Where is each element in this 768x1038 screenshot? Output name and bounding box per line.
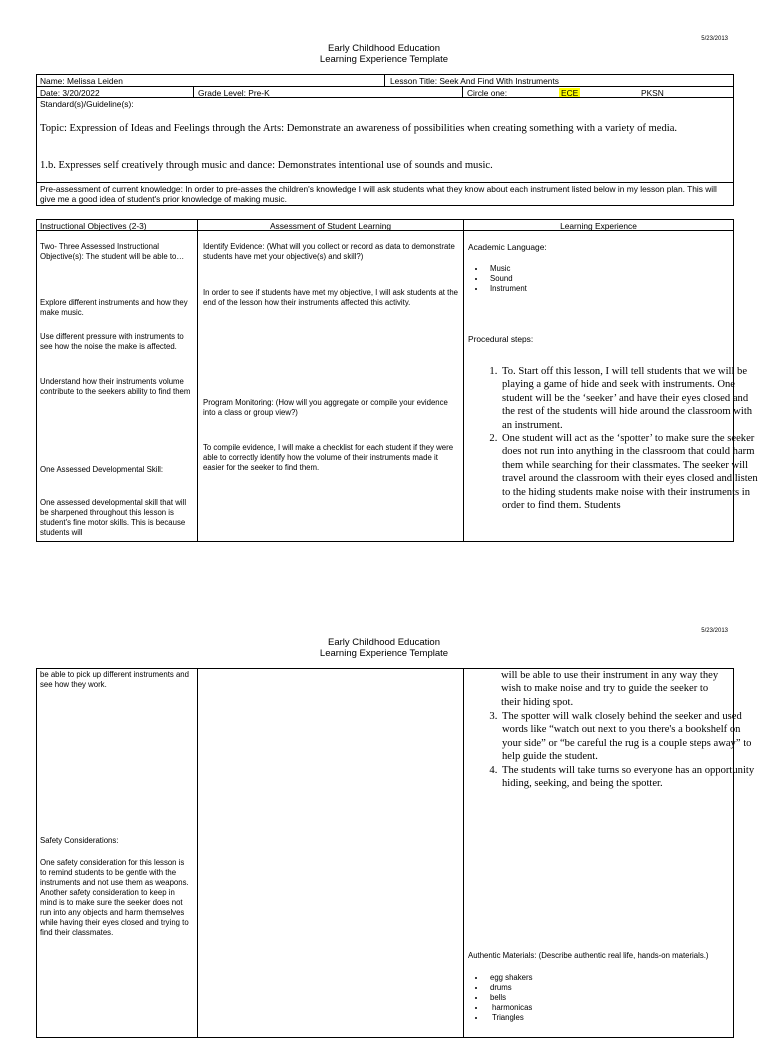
objective-2: Use different pressure with instruments to see how the noise the make is affected. [40,332,184,351]
standards-block [36,97,734,183]
page-gap [0,552,768,614]
name-field: Name: Melissa Leiden [40,76,123,86]
identify-evidence-text: In order to see if students have met my objective, I will ask students at the end of the lesson how their instruments affected this activity. [203,288,458,307]
page-2 [0,614,768,1024]
procedural-steps-label: Procedural steps: [468,334,534,344]
standard-1b: 1.b. Expresses self creatively through music and dance: Demonstrates intentional use of sounds and music. [40,160,493,171]
page-date: 5/23/2013 [701,36,728,42]
vocab-item: • Instrument [486,284,736,294]
circle-one-label: Circle one: [467,88,508,98]
assessment-header: Assessment of Student Learning [197,219,464,231]
procedural-step-1: 1. To. Start off this lesson, I will tell students that we will be playing a game of hide and seek with instruments. One student will be the ‘seeker’ and have their eyes closed and the rest of the students will hide around the classroom with an instrument. [500,365,762,432]
pksn-option: PKSN [641,88,664,98]
objectives-intro: Two- Three Assessed Instructional Objective(s): The student will be able to… [40,242,185,261]
lesson-title: Lesson Title: Seek And Find With Instruments [390,76,559,86]
program-monitoring-label: Program Monitoring: (How will you aggregate or compile your evidence into a class or group view?) [203,398,448,417]
developmental-skill-label: One Assessed Developmental Skill: [40,465,164,474]
safety-label: Safety Considerations: [40,836,119,845]
header-line-1: Early Childhood Education [328,43,440,54]
objectives-column [36,230,198,542]
vocab-item: • Music [486,264,736,274]
standards-topic: Topic: Expression of Ideas and Feelings through the Arts: Demonstrate an awareness of possibilities when creating something with a variety of media. [40,123,678,134]
standards-label: Standard(s)/Guideline(s): [40,99,134,109]
learning-column [463,668,755,1038]
preassessment-block [36,182,734,206]
procedural-step-4: 4. The students will take turns so everyone has an opportunity hiding, seeking, and being the spotter. [500,764,762,791]
program-monitoring-text: To compile evidence, I will make a checklist for each student if they were able to correctly identify how the volume of their instruments made it easier for the seeker to find them. [203,443,454,472]
material-item: • Triangles [486,1013,726,1023]
procedural-step-2: 2. One student will act as the ‘spotter’ to make sure the seeker does not run into anything in the classroom that could harm them while searching for their classmates. The seeker will travel around the classroom with their eyes closed and listen to the hiding students make noise with their instruments in order to find them. Students [500,432,762,512]
learning-column [463,230,758,542]
page-header [0,43,768,65]
material-item: • harmonicas [486,1003,726,1013]
material-item: • drums [486,983,726,993]
header-line-1: Early Childhood Education [328,637,440,648]
date-field: Date: 3/20/2022 [40,88,100,98]
assessment-column [197,230,464,542]
objectives-header: Instructional Objectives (2-3) [36,219,198,231]
procedural-step-3: 3. The spotter will walk closely behind the seeker and used words like “watch out next to you there's a bookshelf on your side” or “be careful the rug is a couple steps away” to help guide the student. [500,710,762,764]
identify-evidence-label: Identify Evidence: (What will you collect or record as data to demonstrate students have met your objective(s) and skill?) [203,242,455,261]
procedural-steps-list-cont [464,710,762,790]
header-line-2: Learning Experience Template [319,648,449,659]
vocab-item: • Sound [486,274,736,284]
page-date: 5/23/2013 [701,628,728,634]
procedural-step-2-cont: will be able to use their instrument in any way they wish to make noise and try to guide the seeker to their hiding spot. [501,670,719,708]
objective-1: Explore different instruments and how they make music. [40,298,188,317]
academic-vocab-list [464,264,736,294]
page-header [0,637,768,659]
objective-3: Understand how their instruments volume contribute to the seekers ability to find them [40,377,191,396]
developmental-skill-text-cont: be able to pick up different instruments and see how they work. [40,670,189,689]
grade-level: Grade Level: Pre-K [198,88,270,98]
learning-header: Learning Experience [463,219,734,231]
preassessment-text: Pre-assessment of current knowledge: In order to pre-asses the children's knowledge I will ask students what they know about each instrument listed below in my lesson plan. This will give me a good idea of student's prior knowledge of making music. [40,184,717,205]
objectives-column [36,668,198,1038]
developmental-skill-text: One assessed developmental skill that will be sharpened throughout this lesson is student's fine motor skills. This is because students will [40,498,187,537]
academic-language-label: Academic Language: [468,242,547,252]
procedural-steps-list [464,365,762,512]
ece-option: ECE [561,88,579,98]
authentic-materials-label: Authentic Materials: (Describe authentic real life, hands-on materials.) [468,951,709,960]
material-item: • egg shakers [486,973,726,983]
material-item: • bells [486,993,726,1003]
assessment-column [197,668,464,1038]
authentic-materials-list [464,973,726,1023]
safety-text: One safety consideration for this lesson is to remind students to be gentle with the instruments and not use them as weapons. Another safety consideration to keep in mind is to make sure the seeker does not run into any objects and harm themselves while having their eyes closed and trying to find their classmates. [40,858,189,937]
header-line-2: Learning Experience Template [319,54,449,65]
